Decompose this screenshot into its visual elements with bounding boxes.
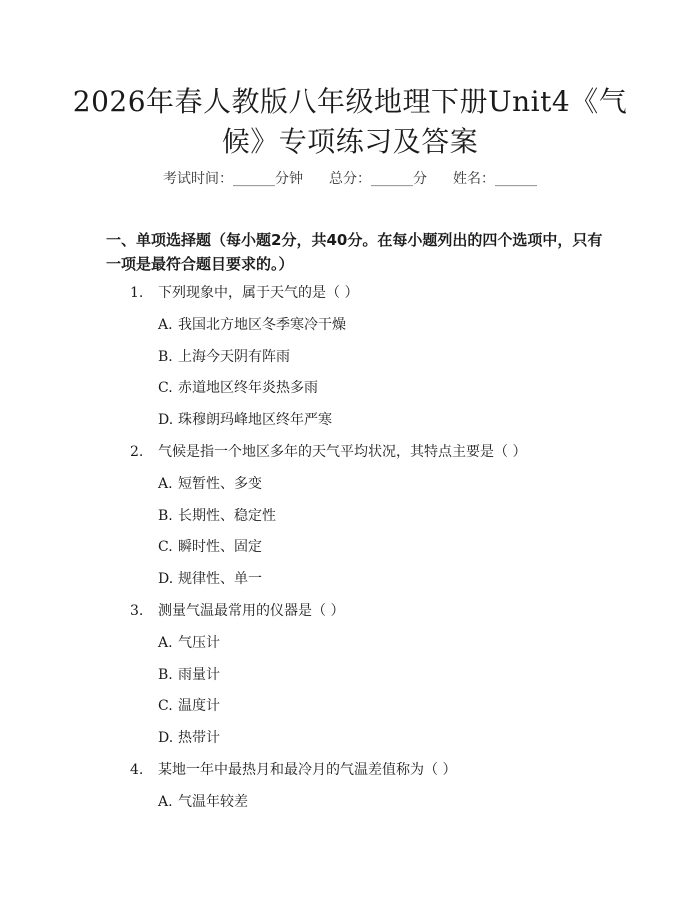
- option-letter: A.: [158, 794, 173, 810]
- option-text: 规律性、单一: [178, 571, 262, 587]
- question-text: 气候是指一个地区多年的天气平均状况，其特点主要是（ ）: [158, 444, 527, 460]
- option-text: 气压计: [178, 635, 220, 651]
- option-letter: C.: [158, 698, 173, 714]
- question-number: 3.: [130, 603, 144, 619]
- question-3-option-a: [158, 632, 220, 652]
- option-text: 雨量计: [178, 667, 220, 683]
- option-letter: B.: [158, 508, 173, 524]
- question-2-option-c: [158, 536, 262, 556]
- option-letter: B.: [158, 349, 173, 365]
- document-title: 2026年春人教版八年级地理下册Unit4《气候》专项练习及答案: [72, 85, 628, 158]
- question-1-option-a: [158, 314, 346, 334]
- question-1-option-d: [158, 409, 332, 429]
- question-4-option-a: [158, 791, 248, 811]
- question-1-option-b: [158, 346, 290, 366]
- option-text: 热带计: [178, 730, 220, 746]
- exam-meta: [0, 168, 700, 188]
- option-letter: A.: [158, 476, 173, 492]
- option-letter: D.: [158, 571, 174, 587]
- question-3: [130, 600, 344, 620]
- option-text: 温度计: [178, 698, 220, 714]
- question-number: 4.: [130, 762, 144, 778]
- question-1-option-c: [158, 377, 318, 397]
- question-2-option-b: [158, 505, 276, 525]
- student-name-label: 姓名：______: [453, 171, 537, 187]
- question-3-option-d: [158, 727, 220, 747]
- option-letter: C.: [158, 380, 173, 396]
- question-2: [130, 441, 526, 461]
- question-1: [130, 282, 358, 302]
- option-letter: B.: [158, 667, 173, 683]
- question-number: 1.: [130, 285, 144, 301]
- option-text: 瞬时性、固定: [178, 539, 262, 555]
- question-text: 测量气温最常用的仪器是（ ）: [158, 603, 345, 619]
- question-text: 某地一年中最热月和最冷月的气温差值称为（ ）: [158, 762, 457, 778]
- option-letter: C.: [158, 539, 173, 555]
- option-text: 我国北方地区冬季寒冷干燥: [178, 317, 346, 333]
- option-letter: D.: [158, 730, 174, 746]
- option-text: 长期性、稳定性: [178, 508, 276, 524]
- option-letter: A.: [158, 317, 173, 333]
- exam-time-label: 考试时间：______分钟: [163, 171, 303, 187]
- option-text: 珠穆朗玛峰地区终年严寒: [178, 412, 332, 428]
- question-text: 下列现象中，属于天气的是（ ）: [158, 285, 359, 301]
- option-text: 短暂性、多变: [178, 476, 262, 492]
- option-text: 上海今天阴有阵雨: [178, 349, 290, 365]
- question-2-option-a: [158, 473, 262, 493]
- question-3-option-b: [158, 664, 220, 684]
- question-number: 2.: [130, 444, 144, 460]
- option-letter: D.: [158, 412, 174, 428]
- option-letter: A.: [158, 635, 173, 651]
- question-4: [130, 759, 456, 779]
- option-text: 气温年较差: [178, 794, 248, 810]
- section-heading: 一、单项选择题（每小题2分，共40分。在每小题列出的四个选项中，只有一项是最符合题目要求的。）: [106, 231, 603, 273]
- option-text: 赤道地区终年炎热多雨: [178, 380, 318, 396]
- question-3-option-c: [158, 695, 220, 715]
- question-2-option-d: [158, 568, 262, 588]
- total-score-label: 总分：______分: [329, 171, 427, 187]
